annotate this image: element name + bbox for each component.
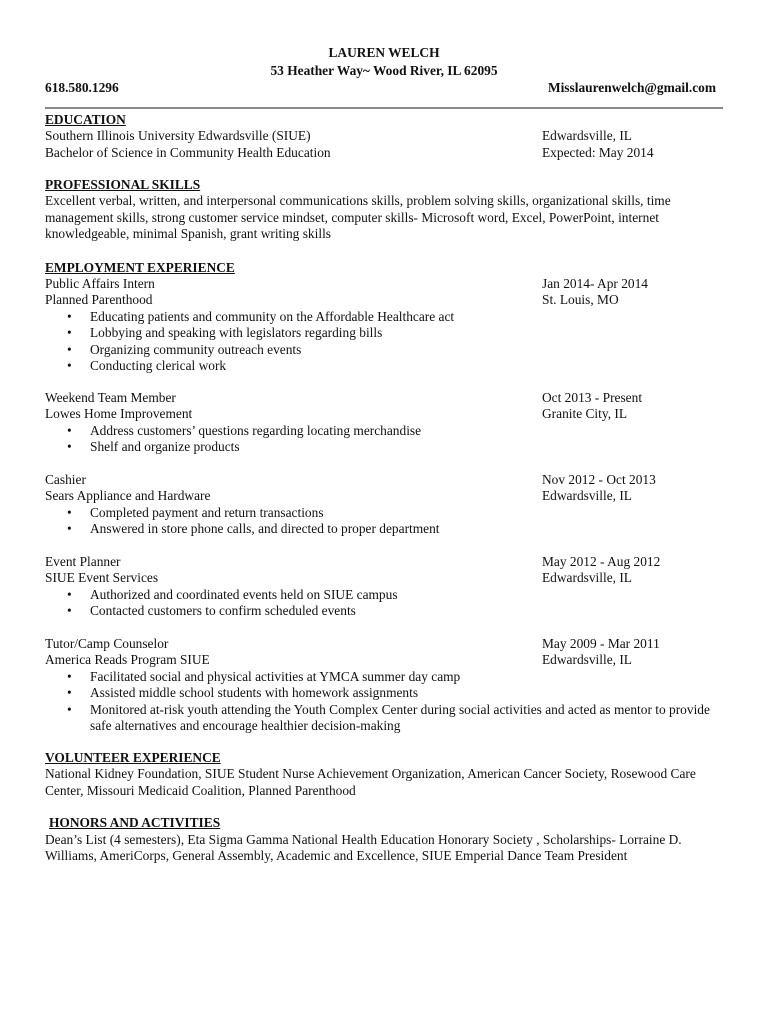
- job-organization: Planned Parenthood: [45, 292, 153, 308]
- job-entry: [45, 636, 717, 734]
- honors-text: Dean’s List (4 semesters), Eta Sigma Gamma National Health Education Honorary Society , Scholarships- Lorraine D. Williams, AmeriCorps, General Assembly, Academic and Excellence, SIUE Emperial Dance Team President: [45, 832, 682, 864]
- skills-heading: PROFESSIONAL SKILLS: [45, 177, 201, 192]
- skills-text: Excellent verbal, written, and interpersonal communications skills, problem solving skills, organizational skills, time management skills, strong customer service mindset, computer skills- Microsoft word, Excel, PowerPoint, internet knowledgeable, minimal Spanish, grant writing skills: [45, 193, 671, 242]
- job-duty: • Completed payment and return transactions: [45, 505, 717, 521]
- education-degree-row: [45, 145, 717, 161]
- school-location: Edwardsville, IL: [542, 128, 632, 144]
- candidate-address: 53 Heather Way~ Wood River, IL 62095: [270, 63, 498, 78]
- job-title: Event Planner: [45, 554, 121, 569]
- volunteer-heading: VOLUNTEER EXPERIENCE: [45, 750, 221, 765]
- job-location: Edwardsville, IL: [542, 488, 632, 504]
- job-duty: • Contacted customers to confirm scheduled events: [45, 603, 717, 619]
- job-duties-list: [45, 309, 717, 375]
- job-title-row: [45, 276, 717, 292]
- education-section: [45, 112, 717, 161]
- volunteer-text: National Kidney Foundation, SIUE Student Nurse Achievement Organization, American Cancer Society, Rosewood Care Center, Missouri Medicaid Coalition, Planned Parenthood: [45, 766, 696, 798]
- job-title: Weekend Team Member: [45, 390, 176, 405]
- job-dates: May 2009 - Mar 2011: [542, 636, 660, 651]
- job-duty: • Address customers’ questions regarding locating merchandise: [45, 423, 717, 439]
- job-location: St. Louis, MO: [542, 292, 619, 308]
- job-title: Cashier: [45, 472, 86, 487]
- job-organization: Sears Appliance and Hardware: [45, 488, 211, 504]
- job-duties-list: [45, 669, 717, 735]
- job-duty: • Monitored at-risk youth attending the Youth Complex Center during social activities and acted as mentor to provide safe alternatives and encourage healthier decision-making: [45, 702, 717, 735]
- education-school-row: [45, 128, 717, 144]
- job-entry: [45, 390, 717, 456]
- job-duty: • Authorized and coordinated events held on SIUE campus: [45, 587, 717, 603]
- job-dates: Oct 2013 - Present: [542, 390, 643, 405]
- job-title: Tutor/Camp Counselor: [45, 636, 169, 651]
- job-dates: Nov 2012 - Oct 2013: [542, 472, 656, 487]
- candidate-name: LAUREN WELCH: [328, 45, 440, 60]
- job-dates: Jan 2014- Apr 2014: [542, 276, 648, 291]
- job-organization: America Reads Program SIUE: [45, 652, 210, 668]
- job-org-row: [45, 570, 717, 586]
- degree-name: Bachelor of Science in Community Health Education: [45, 144, 331, 160]
- email-address: Misslaurenwelch@gmail.com: [547, 80, 716, 95]
- employment-section: [45, 260, 717, 276]
- job-entry: [45, 472, 717, 538]
- job-duty: • Lobbying and speaking with legislators regarding bills: [45, 325, 717, 341]
- school-name: Southern Illinois University Edwardsville (SIUE): [45, 128, 311, 144]
- job-duties-list: [45, 505, 717, 538]
- job-duty: • Facilitated social and physical activities at YMCA summer day camp: [45, 669, 717, 685]
- job-title-row: [45, 390, 717, 406]
- honors-body: [45, 832, 717, 865]
- job-duty: • Shelf and organize products: [45, 439, 717, 455]
- job-location: Granite City, IL: [542, 406, 628, 422]
- job-org-row: [45, 488, 717, 504]
- job-duty: • Answered in store phone calls, and directed to proper department: [45, 521, 717, 537]
- job-entry: [45, 554, 717, 620]
- header-divider: [45, 107, 723, 109]
- employment-heading: EMPLOYMENT EXPERIENCE: [45, 260, 235, 275]
- skills-section: [45, 177, 717, 243]
- job-title-row: [45, 636, 717, 652]
- job-organization: Lowes Home Improvement: [45, 406, 193, 422]
- job-duty: • Educating patients and community on the Affordable Healthcare act: [45, 309, 717, 325]
- volunteer-section: [45, 750, 717, 799]
- contact-row: [45, 80, 716, 96]
- job-location: Edwardsville, IL: [542, 652, 632, 668]
- job-duties-list: [45, 587, 717, 620]
- expected-graduation: Expected: May 2014: [542, 144, 654, 160]
- job-title: Public Affairs Intern: [45, 276, 155, 291]
- job-title-row: [45, 554, 717, 570]
- phone-number: 618.580.1296: [45, 80, 119, 95]
- job-location: Edwardsville, IL: [542, 570, 632, 586]
- job-org-row: [45, 652, 717, 668]
- job-org-row: [45, 406, 717, 422]
- education-heading: EDUCATION: [45, 112, 126, 127]
- job-organization: SIUE Event Services: [45, 570, 159, 586]
- job-duty: • Organizing community outreach events: [45, 342, 717, 358]
- honors-heading: HONORS AND ACTIVITIES: [49, 815, 221, 830]
- job-duties-list: [45, 423, 717, 456]
- job-entry: [45, 276, 717, 374]
- honors-section: [49, 815, 717, 831]
- job-duty: • Conducting clerical work: [45, 358, 717, 374]
- job-title-row: [45, 472, 717, 488]
- job-duty: • Assisted middle school students with homework assignments: [45, 685, 717, 701]
- job-org-row: [45, 292, 717, 308]
- job-dates: May 2012 - Aug 2012: [542, 554, 661, 569]
